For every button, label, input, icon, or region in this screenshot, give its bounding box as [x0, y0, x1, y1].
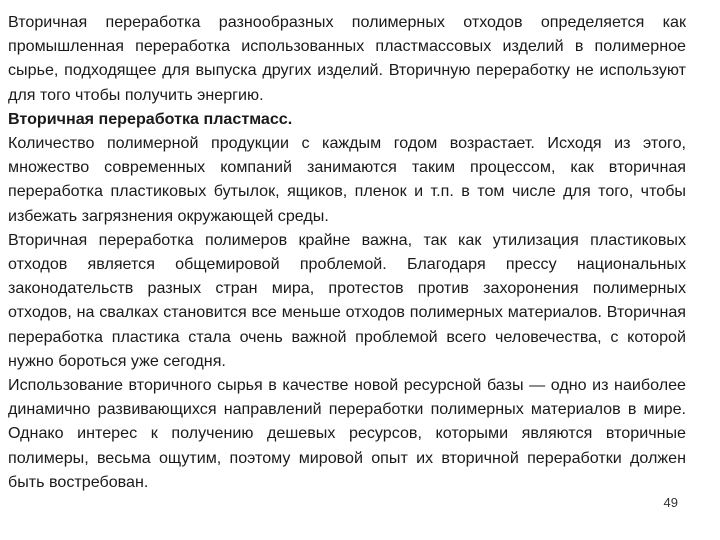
- paragraph-importance: Вторичная переработка полимеров крайне важна, так как утилизация пластиковых отходов является общемировой проблемой. Благодаря прессу национальных законодательств разных стран мира, протестов против захоронения полимерных отходов, на свалках становится все меньше отходов полимерных материалов. Вторичная переработка пластика стала очень важной проблемой всего человечества, с которой нужно бороться уже сегодня.: [8, 230, 686, 370]
- paragraph-intro: Вторичная переработка разнообразных полимерных отходов определяется как промышленная переработка использованных пластмассовых изделий в полимерное сырье, подходящее для выпуска других изделий. Вторичную переработку не используют для того чтобы получить энергию.: [8, 13, 686, 104]
- paragraph-production-growth: Количество полимерной продукции с каждым годом возрастает. Исходя из этого, множество современных компаний занимаются таким процессом, как вторичная переработка пластиковых бутылок, ящиков, пленок и т.п. в том числе для того, чтобы избежать загрязнения окружающей среды.: [8, 134, 686, 225]
- section-heading: Вторичная переработка пластмасс.: [8, 109, 293, 128]
- document-page: [8, 10, 686, 530]
- paragraph-secondary-raw-materials: Использование вторичного сырья в качестве новой ресурсной базы — одно из наиболее динамично развивающихся направлений переработки полимерных материалов в мире. Однако интерес к получению дешевых ресурсов, которыми являются вторичные полимеры, весьма ощутим, поэтому мировой опыт их вторичной переработки должен быть востребован.: [8, 376, 686, 491]
- page-number: 49: [663, 495, 678, 510]
